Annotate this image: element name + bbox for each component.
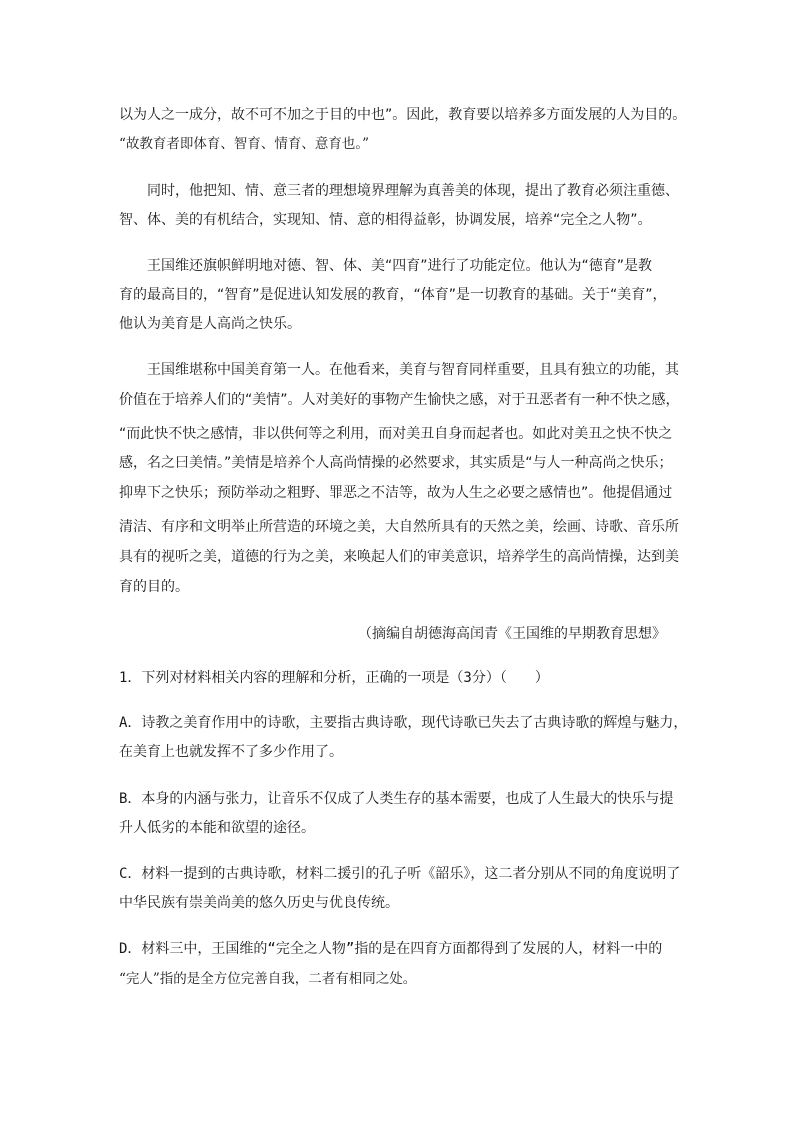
paragraph-line: 具有的视听之美，道德的行为之美，来唤起人们的审美意识，培养学生的高尚情操，达到美 xyxy=(119,549,679,565)
paragraph-line: 同时，他把知、情、意三者的理想境界理解为真善美的体现，提出了教育必须注重德、 xyxy=(147,183,679,199)
paragraph-line: 王国维还旗帜鲜明地对德、智、体、美“四育”进行了功能定位。他认为“德育”是教 xyxy=(147,258,653,274)
option-d-line: D．材料三中，王国维的“完全之人物”指的是在四育方面都得到了发展的人，材料一中的 xyxy=(119,941,663,957)
paragraph-line: 抑卑下之快乐；预防举动之粗野、罪恶之不洁等，故为人生之必要之感情也”。他提倡通过 xyxy=(119,485,673,501)
paragraph-line: “而此快不快之感情，非以供何等之利用，而对美丑自身而起者也。如此对美丑之快不快之 xyxy=(119,426,673,442)
paragraph-line: 价值在于培养人们的“美情”。人对美好的事物产生愉快之感，对于丑恶者有一种不快之感， xyxy=(119,392,680,408)
question-stem: 1．下列对材料相关内容的理解和分析，正确的一项是（3分）（ ） xyxy=(119,670,549,686)
option-d-line: “完人”指的是全方位完善自我，二者有相同之处。 xyxy=(119,971,417,987)
option-c-line: C．材料一提到的古典诗歌，材料二援引的孔子听《韶乐》，这二者分别从不同的角度说明了 xyxy=(119,866,681,882)
paragraph-line: 智、体、美的有机结合，实现知、情、意的相得益彰，协调发展，培养“完全之人物”。 xyxy=(119,212,652,228)
paragraph-line: 感，名之曰美情。”美情是培养个人高尚情操的必然要求，其实质是“与人一种高尚之快乐； xyxy=(119,455,673,471)
option-c-line: 中华民族有崇美尚美的悠久历史与优良传统。 xyxy=(119,895,399,911)
paragraph-line: 王国维堪称中国美育第一人。在他看来，美育与智育同样重要，且具有独立的功能，其 xyxy=(147,362,679,378)
paragraph-line: 育的目的。 xyxy=(119,579,189,595)
paragraph-line: 他认为美育是人高尚之快乐。 xyxy=(119,316,301,332)
option-a-line: 在美育上也就发挥不了多少作用了。 xyxy=(119,744,343,760)
option-a-line: A．诗教之美育作用中的诗歌，主要指古典诗歌，现代诗歌已失去了古典诗歌的辉煌与魅力， xyxy=(119,715,688,731)
paragraph-line: 以为人之一成分，故不可不加之于目的中也”。因此，教育要以培养多方面发展的人为目的。 xyxy=(119,107,687,123)
paragraph-line: “故教育者即体育、智育、情育、意育也。” xyxy=(119,136,370,152)
option-b-line: B．本身的内涵与张力，让音乐不仅成了人类生存的基本需要，也成了人生最大的快乐与提 xyxy=(119,791,674,807)
paragraph-line: 育的最高目的，“智育”是促进认知发展的教育，“体育”是一切教育的基础。关于“美育”， xyxy=(119,287,667,303)
source-citation: （摘编自胡德海高闰青《王国维的早期教育思想》 xyxy=(358,626,666,642)
paragraph-line: 清洁、有序和文明举止所营造的环境之美，大自然所具有的天然之美，绘画、诗歌、音乐所 xyxy=(119,519,679,535)
option-b-line: 升人低劣的本能和欲望的途径。 xyxy=(119,820,315,836)
